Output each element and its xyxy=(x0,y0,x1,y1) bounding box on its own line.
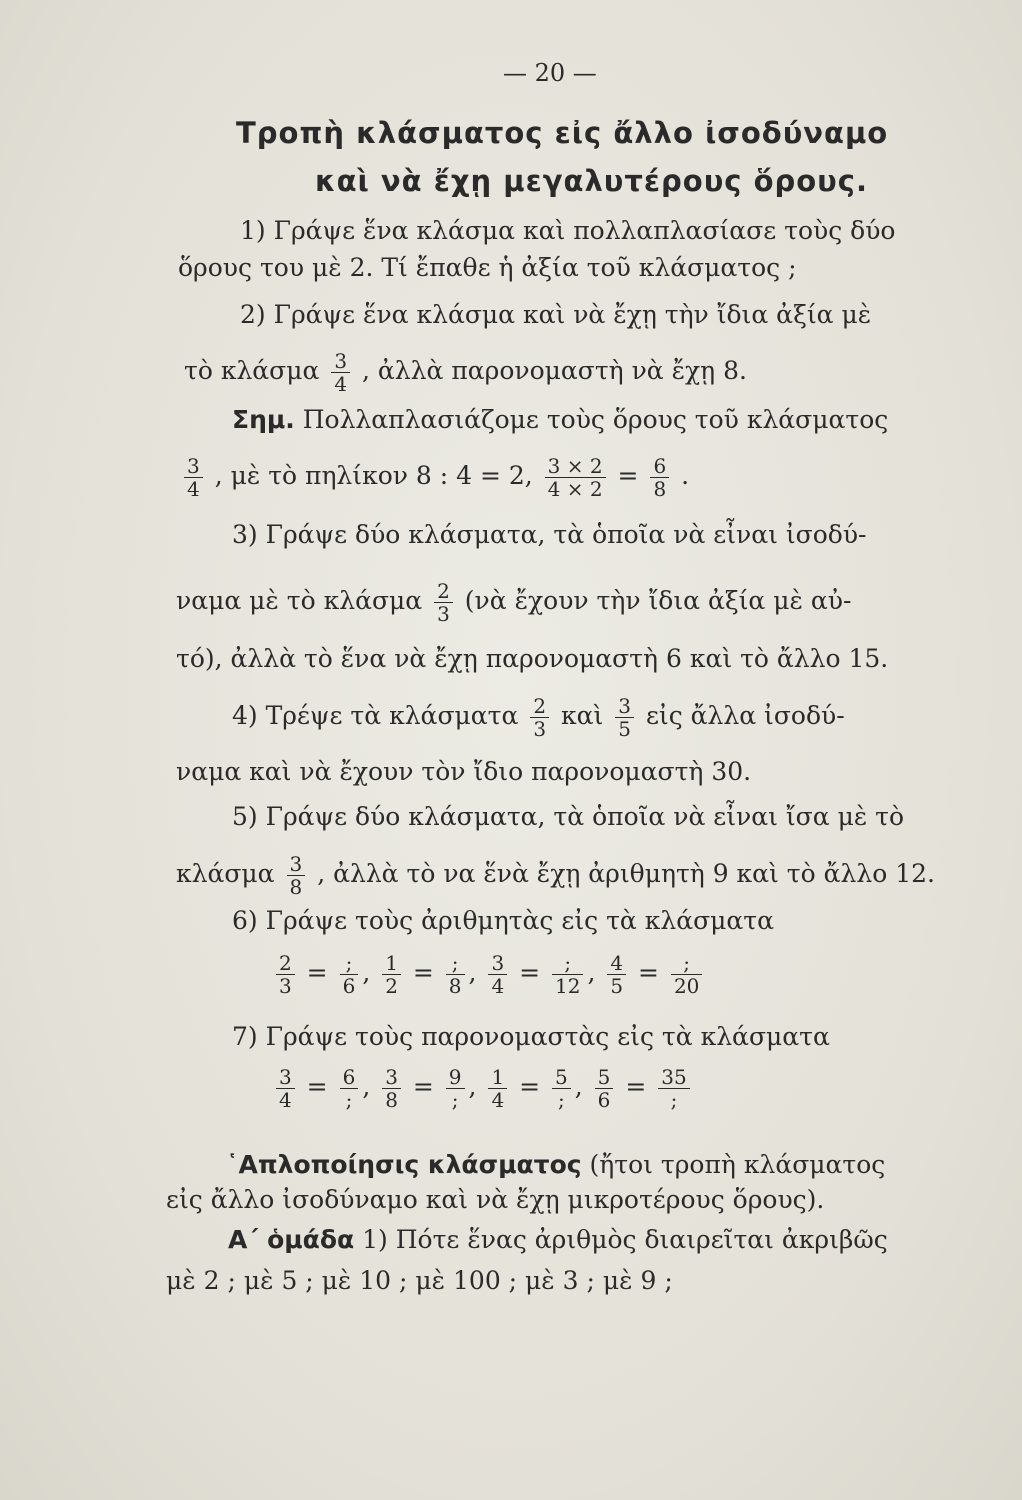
fraction: $\frac{1}{2}$ xyxy=(382,952,401,997)
fraction: $\frac{2}{3}$ xyxy=(276,952,295,997)
note-label: Σημ. xyxy=(232,405,295,434)
exercise-6-fractions: $\frac{2}{3}$ = $\frac{;}{6}$ , $\frac{1}{2}$ = $\frac{;}{8}$ , $\frac{3}{4}$ = $\frac{;}{12}$ , $\frac{4}{5}$ = $\frac{;}{20}$ xyxy=(272,952,706,997)
exercise-2-post: , ἀλλὰ παρονομαστὴ νὰ ἔχῃ 8. xyxy=(362,356,747,385)
exercise-1-line-1: 1) Γράψε ἕνα κλάσμα καὶ πολλαπλασίασε τοὺς δύο xyxy=(240,216,896,245)
simplification-paren: (ἤτοι τροπὴ κλάσματος xyxy=(589,1150,886,1179)
exercise-4-line-2: ναμα καὶ νὰ ἔχουν τὸν ἴδιο παρονομαστὴ 30. xyxy=(176,757,752,786)
simplification-heading: ῾Απλοποίησις κλάσματος xyxy=(226,1150,582,1179)
fraction: $\frac{3}{5}$ xyxy=(615,695,634,740)
fraction: $\frac{5}{;}$ xyxy=(552,1066,571,1111)
fraction: $\frac{3}{4}$ xyxy=(276,1066,295,1111)
exercise-3-line-3: τό), ἀλλὰ τὸ ἕνα νὰ ἔχῃ παρονομαστὴ 6 καὶ τὸ ἄλλο 15. xyxy=(176,644,889,673)
exercise-3-post: (νὰ ἔχουν τὴν ἴδια ἀξία μὲ αὐ- xyxy=(464,586,852,615)
fraction: $\frac{2}{3}$ xyxy=(434,580,453,625)
exercise-4-post: εἰς ἄλλα ἰσοδύ- xyxy=(645,701,845,730)
group-a-label: Α΄ ὁμάδα xyxy=(228,1225,355,1254)
fraction: $\frac{3}{4}$ xyxy=(331,350,350,395)
exercise-2-pre: τὸ κλάσμα xyxy=(184,356,320,385)
exercise-7-line-1: 7) Γράψε τοὺς παρονομαστὰς εἰς τὰ κλάσματα xyxy=(232,1022,830,1051)
exercise-5-line-1: 5) Γράψε δύο κλάσματα, τὰ ὁποῖα νὰ εἶναι ἴσα μὲ τὸ xyxy=(232,802,905,831)
group-a-line-2: μὲ 2 ; μὲ 5 ; μὲ 10 ; μὲ 100 ; μὲ 3 ; μὲ 9 ; xyxy=(166,1266,673,1295)
note-end: . xyxy=(681,461,690,490)
fraction: $\frac{3}{8}$ xyxy=(287,853,306,898)
equals-sign: = xyxy=(617,461,639,490)
note-text: Πολλαπλασιάζομε τοὺς ὅρους τοῦ κλάσματος xyxy=(302,405,889,434)
group-a-text: 1) Πότε ἕνας ἀριθμὸς διαιρεῖται ἀκριβῶς xyxy=(362,1225,888,1254)
fraction: $\frac{;}{20}$ xyxy=(671,952,702,997)
simplification-line-1 xyxy=(226,1150,885,1180)
exercise-2-line-1: 2) Γράψε ἕνα κλάσμα καὶ νὰ ἔχῃ τὴν ἴδια ἀξία μὲ xyxy=(240,300,872,329)
exercise-7-fractions: $\frac{3}{4}$ = $\frac{6}{;}$ , $\frac{3}{8}$ = $\frac{9}{;}$ , $\frac{1}{4}$ = $\frac{5}{;}$ , $\frac{5}{6}$ = $\frac{35}{;}$ xyxy=(272,1066,694,1111)
note-mid: , μὲ τὸ πηλίκον 8 : 4 = 2, xyxy=(214,461,533,490)
exercise-3-line-2 xyxy=(176,580,851,625)
section-title-line-1: Τροπὴ κλάσματος εἰς ἄλλο ἰσοδύναμο xyxy=(236,116,889,150)
group-a-line-1 xyxy=(228,1225,888,1255)
exercise-5-post: , ἀλλὰ τὸ να ἕνὰ ἔχῃ ἀριθμητὴ 9 καὶ τὸ ἄλλο 12. xyxy=(317,859,935,888)
fraction: $\frac{3}{8}$ xyxy=(382,1066,401,1111)
note-line-2 xyxy=(180,455,689,500)
fraction: $\frac{6}{8}$ xyxy=(650,455,669,500)
exercise-3-line-1: 3) Γράψε δύο κλάσματα, τὰ ὁποῖα νὰ εἶναι ἰσοδύ- xyxy=(232,520,867,549)
exercise-1-line-2: ὅρους του μὲ 2. Τί ἔπαθε ἡ ἀξία τοῦ κλάσματος ; xyxy=(178,253,797,282)
fraction: $\frac{6}{;}$ xyxy=(340,1066,359,1111)
fraction: $\frac{3}{4}$ xyxy=(184,455,203,500)
fraction: $\frac{2}{3}$ xyxy=(530,695,549,740)
fraction: $\frac{9}{;}$ xyxy=(446,1066,465,1111)
fraction: $\frac{4}{5}$ xyxy=(607,952,626,997)
fraction: $\frac{;}{8}$ xyxy=(446,952,465,997)
exercise-4-line-1 xyxy=(232,695,845,740)
note-line-1 xyxy=(232,405,888,435)
fraction: $\frac{1}{4}$ xyxy=(488,1066,507,1111)
exercise-2-line-2 xyxy=(184,350,747,395)
exercise-3-pre: ναμα μὲ τὸ κλάσμα xyxy=(176,586,423,615)
fraction: $\frac{35}{;}$ xyxy=(658,1066,689,1111)
fraction: $\frac{3 \times 2}{4 \times 2}$ xyxy=(545,455,606,500)
exercise-5-pre: κλάσμα xyxy=(176,859,275,888)
fraction: $\frac{;}{6}$ xyxy=(340,952,359,997)
exercise-5-line-2 xyxy=(176,853,935,898)
exercise-4-mid: καὶ xyxy=(561,701,604,730)
simplification-line-2: εἰς ἄλλο ἰσοδύναμο καὶ νὰ ἔχῃ μικροτέρους ὅρους). xyxy=(166,1185,825,1214)
fraction: $\frac{;}{12}$ xyxy=(552,952,583,997)
section-title-line-2: καὶ νὰ ἔχῃ μεγαλυτέρους ὅρους. xyxy=(315,164,868,198)
page-number: — 20 — xyxy=(503,59,597,87)
exercise-6-line-1: 6) Γράψε τοὺς ἀριθμητὰς εἰς τὰ κλάσματα xyxy=(232,906,775,935)
fraction: $\frac{5}{6}$ xyxy=(595,1066,614,1111)
fraction: $\frac{3}{4}$ xyxy=(488,952,507,997)
exercise-4-pre: 4) Τρέψε τὰ κλάσματα xyxy=(232,701,519,730)
